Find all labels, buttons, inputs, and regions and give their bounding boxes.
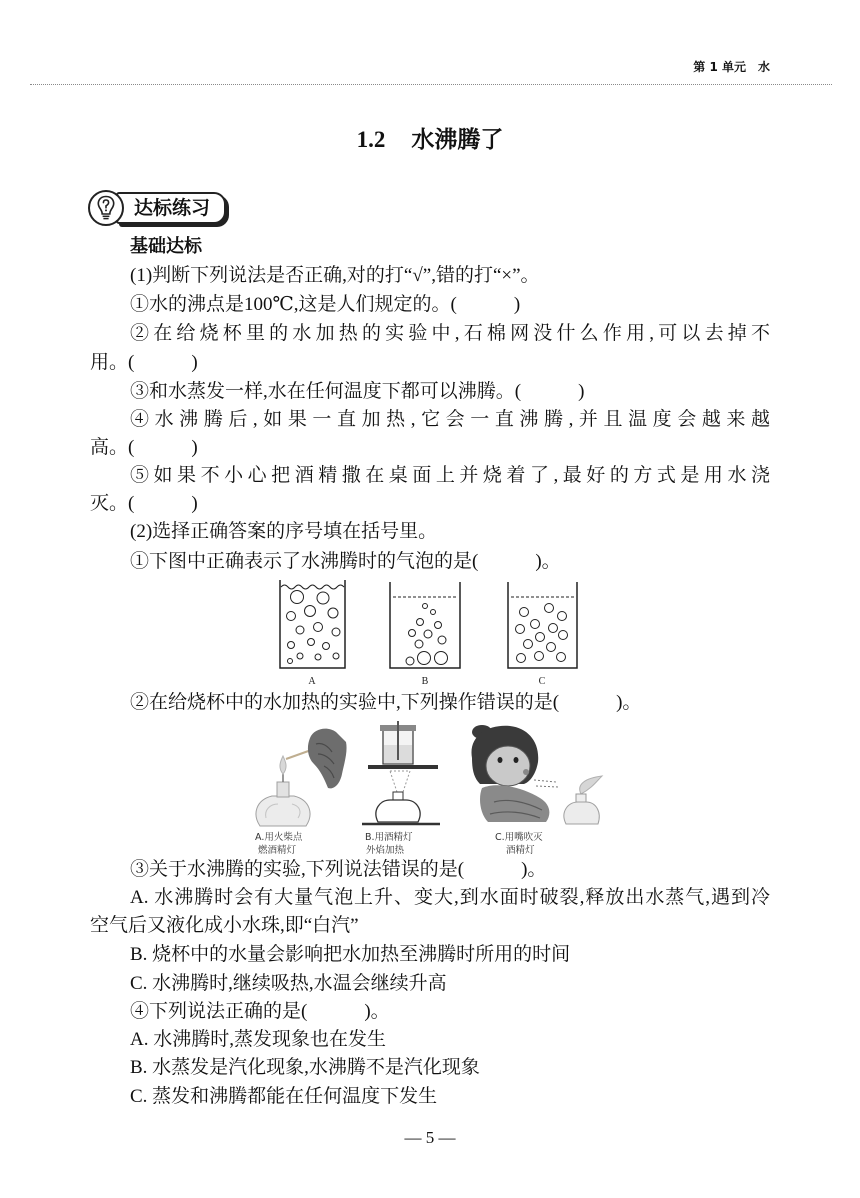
- bubble: [535, 652, 544, 661]
- lightbulb-question-icon: [87, 189, 125, 227]
- bubble: [520, 608, 529, 617]
- bubble: [409, 630, 416, 637]
- bubble: [418, 652, 431, 665]
- eye: [498, 757, 503, 763]
- caption-a-line-2: 燃酒精灯: [258, 845, 297, 856]
- pursed-lips: [523, 769, 529, 775]
- wire-gauze-plate: [368, 765, 438, 769]
- lamp-a-neck: [277, 782, 289, 797]
- unit-header: 第 1 单元 水: [693, 60, 770, 74]
- section-label: 达标练习: [116, 192, 226, 224]
- bubble: [308, 639, 315, 646]
- hand: [308, 729, 347, 789]
- bubble: [305, 606, 316, 617]
- beaker-b: [390, 582, 460, 668]
- question-4-option-b: B. 水蒸发是汽化现象,水沸腾不是汽化现象: [130, 1057, 480, 1078]
- bubble: [545, 604, 554, 613]
- part1-prompt: (1)判断下列说法是否正确,对的打“√”,错的打“×”。: [130, 265, 540, 286]
- lesson-title: [0, 124, 860, 156]
- beaker-a-water-surface: [281, 585, 344, 589]
- question-4-option-c: C. 蒸发和沸腾都能在任何温度下发生: [130, 1086, 438, 1107]
- header-dotted-rule: [30, 84, 832, 85]
- bubble: [291, 591, 304, 604]
- bubble: [435, 622, 442, 629]
- subsection-title: 基础达标: [130, 236, 202, 257]
- bubble: [557, 653, 566, 662]
- bubble: [435, 652, 448, 665]
- statement-2-line-2: 用。( ): [90, 352, 198, 373]
- bubble: [531, 620, 540, 629]
- lamp-b-body: [376, 800, 420, 822]
- bubble: [431, 610, 436, 615]
- bubble: [296, 626, 304, 634]
- page-number: — 5 —: [404, 1128, 456, 1147]
- bubble: [558, 612, 567, 621]
- bubble: [516, 625, 525, 634]
- bubble: [415, 640, 423, 648]
- question-3-option-b: B. 烧杯中的水量会影响把水加热至沸腾时所用的时间: [130, 944, 571, 965]
- lamp-a-body: [256, 796, 310, 826]
- bubble: [288, 659, 293, 664]
- illustration-a-lighting-lamp-with-match: [256, 729, 347, 826]
- bubble: [288, 642, 295, 649]
- blow-line: [536, 786, 558, 787]
- bubble: [323, 643, 330, 650]
- beaker-label-a: A: [308, 676, 316, 687]
- eye: [514, 757, 519, 763]
- bubble: [524, 640, 533, 649]
- bubble: [517, 654, 526, 663]
- flame-a: [280, 756, 286, 774]
- caption-a-line-1: A.用火柴点: [255, 832, 303, 843]
- lamp-b-neck: [393, 792, 403, 800]
- bubble: [287, 612, 296, 621]
- statement-3: ③和水蒸发一样,水在任何温度下都可以沸腾。( ): [130, 381, 585, 402]
- bubble: [332, 628, 340, 636]
- question-4-stem: ④下列说法正确的是( )。: [130, 1001, 390, 1022]
- part2-prompt: (2)选择正确答案的序号填在括号里。: [130, 521, 438, 542]
- bubble: [559, 631, 568, 640]
- lesson-number: 1.2: [356, 127, 386, 152]
- bubble: [328, 608, 338, 618]
- statement-5-line-2: 灭。( ): [90, 493, 198, 514]
- beaker-label-c: C: [538, 676, 546, 687]
- bubble: [333, 653, 339, 659]
- bubble: [297, 653, 303, 659]
- bubble: [547, 643, 556, 652]
- illustration-b-heating-with-outer-flame: [362, 721, 440, 824]
- bubble: [424, 630, 432, 638]
- question-2-stem: ②在给烧杯中的水加热的实验中,下列操作错误的是( )。: [130, 692, 642, 713]
- statement-4-line-2: 高。( ): [90, 437, 198, 458]
- bubble: [423, 604, 428, 609]
- question-3-option-a-line-1: A. 水沸腾时会有大量气泡上升、变大,到水面时破裂,释放出水蒸气,遇到冷: [130, 887, 770, 908]
- bubble: [317, 592, 329, 604]
- statement-2-line-1: ②在给烧杯里的水加热的实验中,石棉网没什么作用,可以去掉不: [130, 323, 770, 344]
- caption-b-line-1: B.用酒精灯: [365, 832, 413, 843]
- lesson-title-text: 水沸腾了: [411, 127, 504, 153]
- question-1-stem: ①下图中正确表示了水沸腾时的气泡的是( )。: [130, 551, 561, 572]
- statement-4-line-1: ④水沸腾后,如果一直加热,它会一直沸腾,并且温度会越来越: [130, 409, 770, 430]
- body-arms: [480, 785, 549, 822]
- beaker-bubbles-figure: [270, 572, 590, 690]
- illustration-c-blowing-out-lamp: [471, 725, 602, 824]
- beaker-c: [508, 582, 577, 668]
- beaker-label-b: B: [421, 676, 429, 687]
- statement-5-line-1: ⑤如果不小心把酒精撒在桌面上并烧着了,最好的方式是用水浇: [130, 465, 770, 486]
- face: [486, 746, 530, 786]
- lamp-c-neck: [576, 794, 586, 802]
- question-3-option-a-line-2: 空气后又液化成小水珠,即“白汽”: [90, 915, 359, 936]
- beaker-a: [280, 580, 345, 668]
- blow-line: [534, 780, 556, 782]
- caption-b-line-2: 外焰加热: [366, 845, 405, 856]
- statement-1: ①水的沸点是100℃,这是人们规定的。( ): [130, 294, 521, 315]
- bubble: [549, 624, 558, 633]
- question-3-stem: ③关于水沸腾的实验,下列说法错误的是( )。: [130, 859, 547, 880]
- caption-c-line-1: C.用嘴吹灭: [495, 832, 543, 843]
- bubble: [536, 633, 545, 642]
- lamp-c-body: [564, 802, 599, 824]
- bubble: [314, 623, 323, 632]
- question-3-option-c: C. 水沸腾时,继续吸热,水温会继续升高: [130, 973, 447, 994]
- caption-c-line-2: 酒精灯: [506, 845, 535, 856]
- flame-b: [390, 771, 410, 792]
- question-4-option-a: A. 水沸腾时,蒸发现象也在发生: [130, 1029, 386, 1050]
- bubble: [417, 619, 424, 626]
- alcohol-lamp-figure: [250, 718, 610, 830]
- bubble: [406, 657, 414, 665]
- flame-c: [580, 776, 602, 794]
- bubble: [438, 636, 446, 644]
- bubble: [315, 654, 321, 660]
